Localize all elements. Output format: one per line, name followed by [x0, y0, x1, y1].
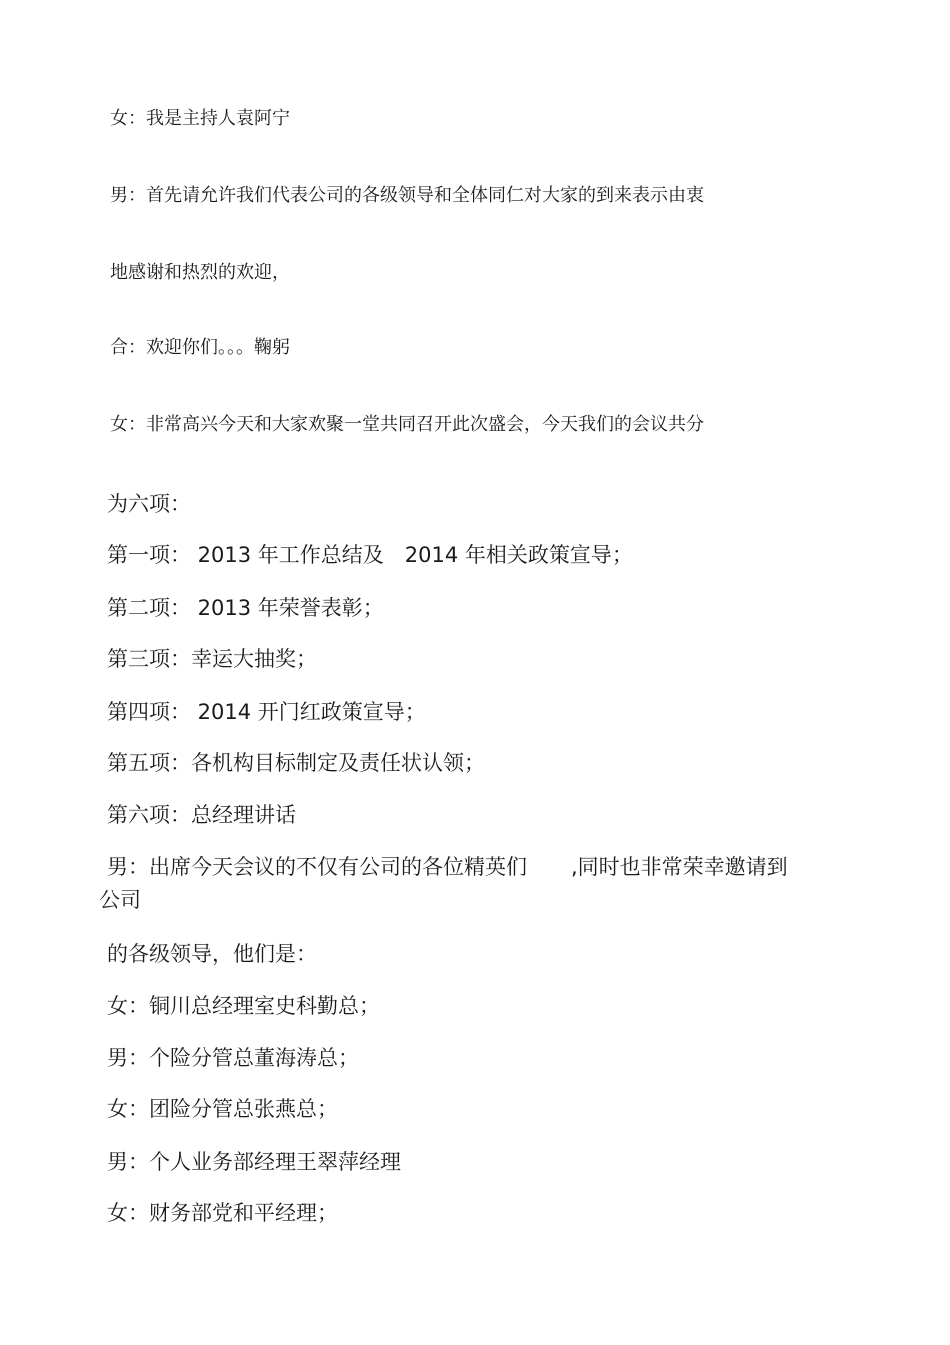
script-line-guests-1 — [107, 855, 788, 880]
guest-line-5: 女：财务部党和平经理； — [107, 1201, 338, 1225]
guest-line-3: 女：团险分管总张燕总； — [107, 1097, 338, 1121]
script-line-chorus: 合：欢迎你们。。。鞠躬 — [110, 337, 290, 358]
agenda-item-3: 第三项：幸运大抽奖； — [107, 647, 317, 671]
agenda-item-4: 第四项： 2014 开门红政策宣导； — [107, 700, 426, 724]
agenda-item-6: 第六项：总经理讲话 — [107, 803, 296, 827]
guest-line-4: 男：个人业务部经理王翠萍经理 — [107, 1150, 401, 1174]
guest-line-1: 女：铜川总经理室史科勤总； — [107, 994, 380, 1018]
script-line-guests-1a: 男：出席今天会议的不仅有公司的各位精英们 — [107, 855, 527, 879]
script-line-agenda-intro-1: 女：非常高兴今天和大家欢聚一堂共同召开此次盛会，今天我们的会议共分 — [110, 414, 704, 435]
script-line-welcome-1: 男：首先请允许我们代表公司的各级领导和全体同仁对大家的到来表示由衷 — [110, 185, 704, 206]
script-line-host-intro: 女：我是主持人袁阿宁 — [110, 108, 290, 129]
agenda-item-1: 第一项： 2013 年工作总结及 2014 年相关政策宣导； — [107, 543, 633, 567]
script-line-agenda-intro-2: 为六项： — [107, 492, 191, 516]
script-line-guests-2: 公司 — [99, 888, 141, 912]
script-line-guests-1b: ,同时也非常荣幸邀请到 — [571, 855, 788, 879]
script-line-welcome-2: 地感谢和热烈的欢迎， — [110, 262, 290, 283]
guest-line-2: 男：个险分管总董海涛总； — [107, 1046, 359, 1070]
script-line-guests-3: 的各级领导，他们是： — [107, 942, 317, 966]
agenda-item-5: 第五项：各机构目标制定及责任状认领； — [107, 751, 485, 775]
agenda-item-2: 第二项： 2013 年荣誉表彰； — [107, 596, 384, 620]
